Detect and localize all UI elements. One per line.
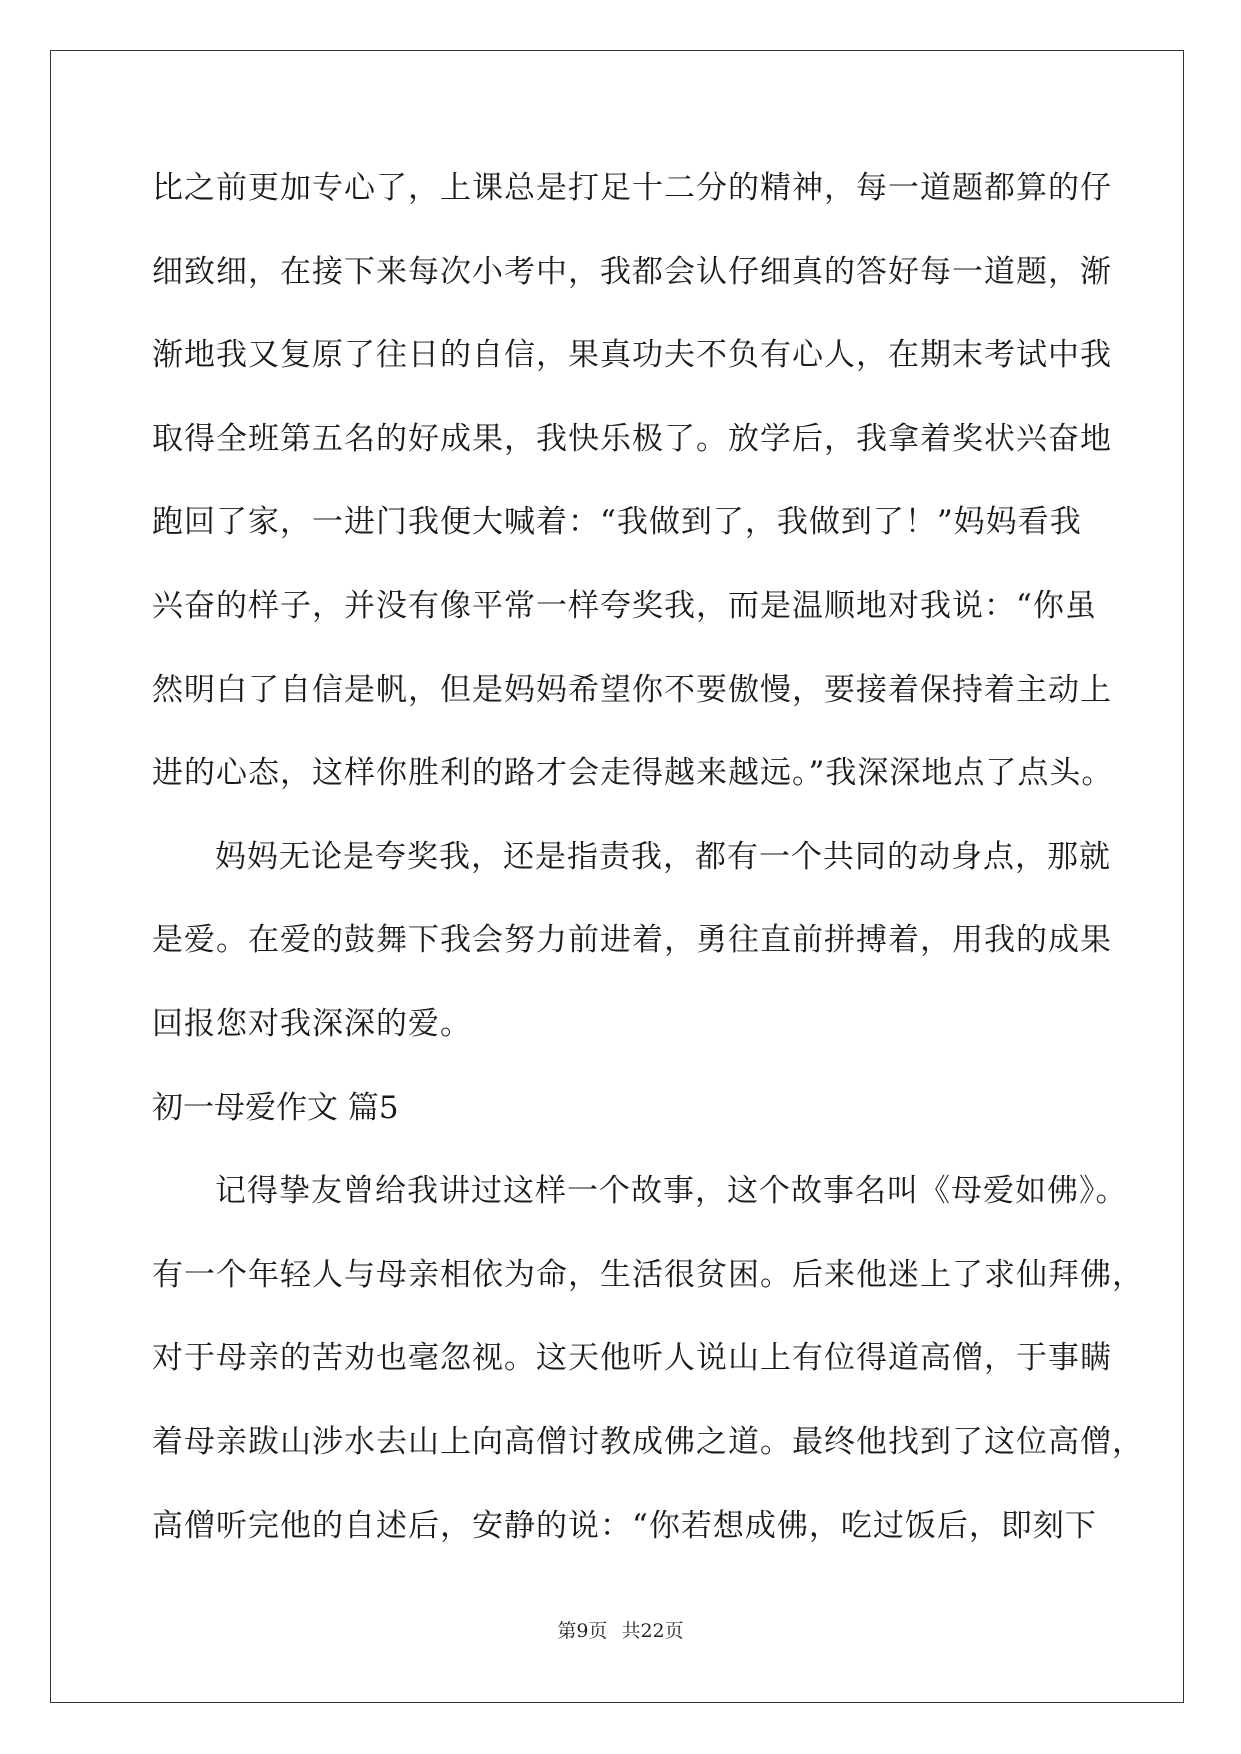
text-line: 回报您对我深深的爱。	[152, 1005, 472, 1042]
text-line: 高僧听完他的自述后，安静的说：“你若想成佛，吃过饭后，即刻下	[152, 1507, 1097, 1544]
text-line: 有一个年轻人与母亲相依为命，生活很贫困。后来他迷上了求仙拜佛，	[152, 1256, 1144, 1293]
text-line: 然明白了自信是帆，但是妈妈希望你不要傲慢，要接着保持着主动上	[152, 671, 1112, 708]
paragraph-start-line: 记得挚友曾给我讲过这样一个故事，这个故事名叫《母爱如佛》。	[215, 1173, 1128, 1210]
text-line: 细致细，在接下来每次小考中，我都会认仔细真的答好每一道题，渐	[152, 253, 1112, 290]
page-number: 第9页	[557, 1620, 608, 1642]
text-line: 跑回了家，一进门我便大喊着：“我做到了，我做到了！”妈妈看我	[152, 504, 1082, 541]
document-body	[152, 158, 1144, 1579]
text-line: 比之前更加专心了，上课总是打足十二分的精神，每一道题都算的仔	[152, 170, 1112, 206]
text-line: 着母亲跋山涉水去山上向高僧讨教成佛之道。最终他找到了这位高僧，	[152, 1423, 1144, 1460]
text-line: 是爱。在爱的鼓舞下我会努力前进着，勇往直前拼搏着，用我的成果	[152, 922, 1112, 959]
text-line: 取得全班第五名的好成果，我快乐极了。放学后，我拿着奖状兴奋地	[152, 420, 1112, 457]
text-line: 兴奋的样子，并没有像平常一样夸奖我，而是温顺地对我说：“你虽	[152, 587, 1097, 624]
page-total: 共22页	[621, 1620, 684, 1642]
text-line: 对于母亲的苦劝也毫忽视。这天他听人说山上有位得道高僧，于事瞒	[152, 1340, 1112, 1377]
paragraph-start-line: 妈妈无论是夸奖我，还是指责我，都有一个共同的动身点，那就	[215, 838, 1111, 875]
text-line: 进的心态，这样你胜利的路才会走得越来越远。”我深深地点了点头。	[152, 755, 1114, 792]
page-footer	[0, 1616, 1241, 1643]
section-heading: 初一母爱作文 篇5	[152, 1089, 399, 1126]
text-line: 渐地我又复原了往日的自信，果真功夫不负有心人，在期末考试中我	[152, 337, 1112, 374]
